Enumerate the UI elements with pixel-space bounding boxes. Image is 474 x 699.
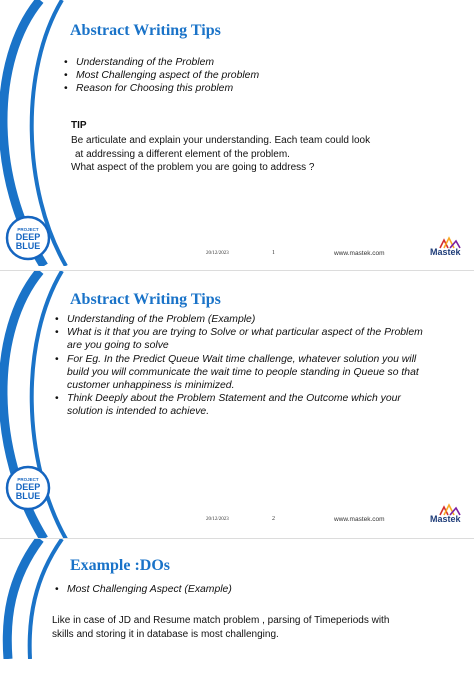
body-text	[52, 614, 389, 641]
badge-line: DEEP	[15, 482, 41, 492]
tip-line: Be articulate and explain your understanding. Each team could look	[71, 135, 371, 146]
badge-line: PROJECT	[17, 227, 39, 232]
footer-page-number: 2	[272, 516, 275, 522]
footer-page-number: 1	[272, 250, 275, 256]
bullet-list	[62, 56, 259, 96]
mastek-wordmark: Mastek	[430, 514, 461, 524]
badge-line: BLUE	[15, 491, 41, 501]
mastek-logo	[428, 236, 472, 262]
bullet-item: • Most Challenging aspect of the problem	[62, 69, 259, 82]
project-deep-blue-logo	[4, 214, 52, 262]
tip-line: What aspect of the problem you are going to address ?	[71, 162, 315, 173]
mastek-wordmark: Mastek	[430, 247, 461, 257]
mastek-logo	[428, 503, 472, 529]
badge-line: BLUE	[15, 241, 41, 251]
tip-body	[71, 134, 401, 175]
slide-title: Abstract Writing Tips	[70, 22, 221, 39]
bullet-item: • Reason for Choosing this problem	[62, 82, 259, 95]
bullet-item: • For Eg. In the Predict Queue Wait time challenge, whatever solution you will build you will communicate the wait time to people standing in Queue so that customer unhappiness is minimized.	[53, 353, 423, 393]
bullet-item: • What is it that you are trying to Solve or what particular aspect of the Problem are you going to solve	[53, 326, 423, 352]
footer-date: 20/12/2023	[206, 517, 229, 522]
project-deep-blue-logo	[4, 464, 52, 512]
footer-date: 20/12/2023	[206, 251, 229, 256]
footer-url[interactable]: www.mastek.com	[334, 516, 385, 523]
tip-line: at addressing a different element of the problem.	[75, 148, 290, 160]
badge-line: PROJECT	[17, 477, 39, 482]
bullet-list	[53, 583, 232, 596]
bullet-item: • Most Challenging Aspect (Example)	[53, 583, 232, 596]
body-line: skills and storing it in database is most challenging.	[52, 628, 279, 640]
tip-heading: TIP	[71, 120, 87, 131]
bullet-item: • Understanding of the Problem (Example)	[53, 313, 423, 326]
bullet-list	[53, 313, 423, 419]
bullet-item: • Understanding of the Problem	[62, 56, 259, 69]
bullet-item: • Think Deeply about the Problem Statement and the Outcome which your solution is intended to achieve.	[53, 392, 423, 418]
body-line: Like in case of JD and Resume match problem , parsing of Timeperiods with	[52, 615, 390, 626]
slide-title: Example :DOs	[70, 557, 170, 574]
slide-title: Abstract Writing Tips	[70, 291, 221, 308]
footer-url[interactable]: www.mastek.com	[334, 250, 385, 257]
slide-3	[0, 538, 474, 659]
badge-line: DEEP	[15, 232, 41, 242]
slide-1	[0, 0, 474, 266]
